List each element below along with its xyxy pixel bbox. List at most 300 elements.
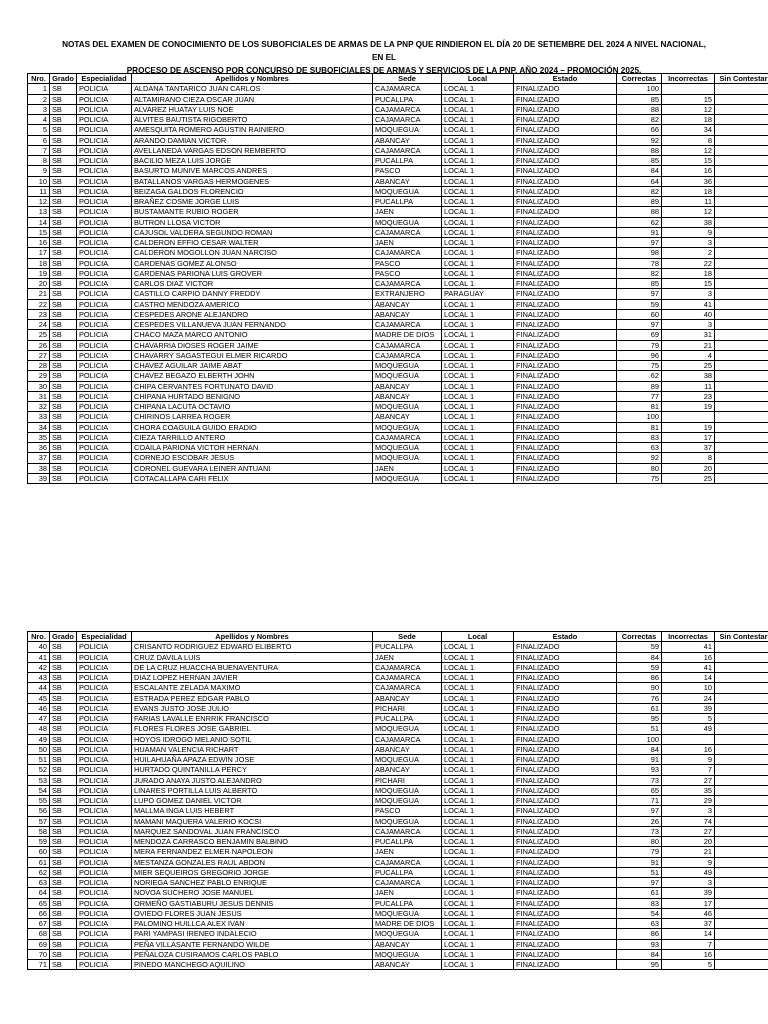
cell-sede: PUCALLPA [373, 867, 442, 877]
cell-estado: FINALIZADO [514, 84, 617, 94]
cell-correctas: 59 [617, 299, 662, 309]
cell-local: LOCAL 1 [442, 227, 514, 237]
cell-incorrectas: 16 [662, 949, 715, 959]
cell-sin-contestar [715, 908, 768, 918]
table-row [28, 703, 768, 713]
cell-correctas: 51 [617, 724, 662, 734]
cell-apellidos-nombres: PEÑA VILLASANTE FERNANDO WILDE [132, 939, 373, 949]
cell-nro: 22 [28, 299, 50, 309]
cell-estado: FINALIZADO [514, 412, 617, 422]
cell-grado: SB [50, 156, 77, 166]
cell-sede: EXTRANJERO [373, 289, 442, 299]
cell-incorrectas: 22 [662, 258, 715, 268]
cell-apellidos-nombres: CHAVEZ BEGAZO ELBERTH JOHN [132, 371, 373, 381]
cell-sin-contestar [715, 878, 768, 888]
cell-especialidad: POLICIA [77, 847, 132, 857]
cell-apellidos-nombres: BRAÑEZ COSME JORGE LUIS [132, 197, 373, 207]
cell-sin-contestar [715, 734, 768, 744]
cell-local: LOCAL 1 [442, 330, 514, 340]
header-correctas: Correctas [617, 632, 662, 642]
cell-estado: FINALIZADO [514, 381, 617, 391]
cell-apellidos-nombres: HUILAHUAÑA APAZA EDWIN JOSE [132, 755, 373, 765]
cell-incorrectas: 9 [662, 857, 715, 867]
cell-sede: PASCO [373, 258, 442, 268]
cell-local: LOCAL 1 [442, 320, 514, 330]
cell-estado: FINALIZADO [514, 785, 617, 795]
cell-local: LOCAL 1 [442, 837, 514, 847]
cell-especialidad: POLICIA [77, 683, 132, 693]
cell-correctas: 86 [617, 673, 662, 683]
cell-sede: CAJAMARCA [373, 432, 442, 442]
cell-sede: MOQUEGUA [373, 785, 442, 795]
cell-local: LOCAL 1 [442, 197, 514, 207]
table-row [28, 299, 768, 309]
cell-local: LOCAL 1 [442, 135, 514, 145]
cell-estado: FINALIZADO [514, 898, 617, 908]
cell-especialidad: POLICIA [77, 642, 132, 652]
cell-grado: SB [50, 929, 77, 939]
cell-estado: FINALIZADO [514, 693, 617, 703]
cell-sin-contestar [715, 350, 768, 360]
cell-correctas: 93 [617, 939, 662, 949]
cell-apellidos-nombres: NORIEGA SANCHEZ PABLO ENRIQUE [132, 878, 373, 888]
cell-correctas: 65 [617, 785, 662, 795]
cell-incorrectas: 9 [662, 755, 715, 765]
header-sin-contestar: Sin Contestar [715, 632, 768, 642]
cell-estado: FINALIZADO [514, 258, 617, 268]
results-table-2 [27, 631, 768, 970]
cell-sin-contestar [715, 960, 768, 970]
table-row [28, 227, 768, 237]
cell-sede: MOQUEGUA [373, 796, 442, 806]
cell-estado: FINALIZADO [514, 350, 617, 360]
cell-nro: 30 [28, 381, 50, 391]
cell-nro: 48 [28, 724, 50, 734]
cell-apellidos-nombres: HUAMAN VALENCIA RICHART [132, 744, 373, 754]
cell-apellidos-nombres: NOVOA SUCHERO JOSE MANUEL [132, 888, 373, 898]
cell-apellidos-nombres: HURTADO QUINTANILLA PERCY [132, 765, 373, 775]
cell-incorrectas [662, 734, 715, 744]
cell-apellidos-nombres: AVELLANEDA VARGAS EDSON REMBERTO [132, 145, 373, 155]
cell-especialidad: POLICIA [77, 391, 132, 401]
table-row [28, 734, 768, 744]
cell-especialidad: POLICIA [77, 279, 132, 289]
cell-apellidos-nombres: LUPO GOMEZ DANIEL VICTOR [132, 796, 373, 806]
cell-estado: FINALIZADO [514, 453, 617, 463]
cell-grado: SB [50, 258, 77, 268]
cell-especialidad: POLICIA [77, 217, 132, 227]
cell-local: LOCAL 1 [442, 775, 514, 785]
cell-local: LOCAL 1 [442, 422, 514, 432]
cell-apellidos-nombres: PEÑALOZA CUSIRAMOS CARLOS PABLO [132, 949, 373, 959]
cell-nro: 26 [28, 340, 50, 350]
cell-especialidad: POLICIA [77, 463, 132, 473]
cell-grado: SB [50, 473, 77, 483]
cell-apellidos-nombres: HOYOS IDROGO MELANIO SOTIL [132, 734, 373, 744]
cell-local: LOCAL 1 [442, 806, 514, 816]
cell-especialidad: POLICIA [77, 94, 132, 104]
cell-especialidad: POLICIA [77, 785, 132, 795]
cell-correctas: 76 [617, 693, 662, 703]
cell-grado: SB [50, 734, 77, 744]
cell-estado: FINALIZADO [514, 755, 617, 765]
cell-grado: SB [50, 371, 77, 381]
cell-grado: SB [50, 939, 77, 949]
cell-especialidad: POLICIA [77, 662, 132, 672]
cell-nro: 60 [28, 847, 50, 857]
cell-local: LOCAL 1 [442, 258, 514, 268]
header-grado: Grado [50, 74, 77, 84]
cell-correctas: 85 [617, 156, 662, 166]
cell-especialidad: POLICIA [77, 734, 132, 744]
cell-apellidos-nombres: OVIEDO FLORES JUAN JESUS [132, 908, 373, 918]
cell-local: LOCAL 1 [442, 217, 514, 227]
cell-especialidad: POLICIA [77, 908, 132, 918]
table-row [28, 125, 768, 135]
cell-sede: ABANCAY [373, 744, 442, 754]
cell-sede: MOQUEGUA [373, 361, 442, 371]
results-table-1 [27, 73, 768, 484]
cell-nro: 25 [28, 330, 50, 340]
header-incorrectas: Incorrectas [662, 632, 715, 642]
cell-nro: 43 [28, 673, 50, 683]
cell-especialidad: POLICIA [77, 453, 132, 463]
table-row [28, 652, 768, 662]
table-row [28, 806, 768, 816]
cell-estado: FINALIZADO [514, 837, 617, 847]
cell-correctas: 85 [617, 94, 662, 104]
cell-sede: PUCALLPA [373, 197, 442, 207]
cell-correctas: 85 [617, 279, 662, 289]
cell-correctas: 63 [617, 443, 662, 453]
cell-incorrectas: 3 [662, 238, 715, 248]
cell-correctas: 62 [617, 217, 662, 227]
cell-sin-contestar [715, 775, 768, 785]
cell-especialidad: POLICIA [77, 432, 132, 442]
cell-estado: FINALIZADO [514, 402, 617, 412]
cell-apellidos-nombres: CASTRO MENDOZA AMERICO [132, 299, 373, 309]
cell-apellidos-nombres: CHAVARRIA DIOSES ROGER JAIME [132, 340, 373, 350]
cell-especialidad: POLICIA [77, 84, 132, 94]
table-row [28, 371, 768, 381]
cell-grado: SB [50, 207, 77, 217]
cell-local: LOCAL 1 [442, 724, 514, 734]
cell-local: LOCAL 1 [442, 662, 514, 672]
cell-especialidad: POLICIA [77, 309, 132, 319]
cell-correctas: 77 [617, 391, 662, 401]
cell-grado: SB [50, 115, 77, 125]
cell-nro: 44 [28, 683, 50, 693]
cell-sin-contestar [715, 94, 768, 104]
cell-nro: 15 [28, 227, 50, 237]
table-row [28, 279, 768, 289]
cell-sin-contestar [715, 299, 768, 309]
cell-correctas: 98 [617, 248, 662, 258]
cell-grado: SB [50, 84, 77, 94]
cell-sede: PUCALLPA [373, 898, 442, 908]
cell-grado: SB [50, 145, 77, 155]
table-row [28, 908, 768, 918]
cell-grado: SB [50, 785, 77, 795]
cell-local: LOCAL 1 [442, 898, 514, 908]
cell-nro: 65 [28, 898, 50, 908]
cell-apellidos-nombres: ALVITES BAUTISTA RIGOBERTO [132, 115, 373, 125]
cell-nro: 21 [28, 289, 50, 299]
cell-sede: PUCALLPA [373, 714, 442, 724]
cell-incorrectas: 17 [662, 898, 715, 908]
cell-grado: SB [50, 796, 77, 806]
cell-especialidad: POLICIA [77, 227, 132, 237]
table-row [28, 919, 768, 929]
cell-apellidos-nombres: ALTAMIRANO CIEZA OSCAR JUAN [132, 94, 373, 104]
cell-grado: SB [50, 857, 77, 867]
cell-estado: FINALIZADO [514, 227, 617, 237]
cell-local: LOCAL 1 [442, 867, 514, 877]
cell-nro: 7 [28, 145, 50, 155]
cell-nro: 16 [28, 238, 50, 248]
cell-correctas: 71 [617, 796, 662, 806]
cell-grado: SB [50, 703, 77, 713]
cell-local: LOCAL 1 [442, 908, 514, 918]
cell-correctas: 80 [617, 463, 662, 473]
cell-sin-contestar [715, 888, 768, 898]
cell-grado: SB [50, 765, 77, 775]
cell-nro: 50 [28, 744, 50, 754]
cell-local: LOCAL 1 [442, 238, 514, 248]
table-row [28, 361, 768, 371]
cell-grado: SB [50, 350, 77, 360]
cell-estado: FINALIZADO [514, 765, 617, 775]
cell-correctas: 100 [617, 84, 662, 94]
cell-local: LOCAL 1 [442, 642, 514, 652]
cell-sede: MOQUEGUA [373, 443, 442, 453]
cell-estado: FINALIZADO [514, 279, 617, 289]
cell-nro: 2 [28, 94, 50, 104]
cell-sin-contestar [715, 662, 768, 672]
cell-nro: 62 [28, 867, 50, 877]
cell-correctas: 84 [617, 166, 662, 176]
cell-incorrectas: 10 [662, 683, 715, 693]
cell-estado: FINALIZADO [514, 330, 617, 340]
cell-grado: SB [50, 724, 77, 734]
cell-grado: SB [50, 268, 77, 278]
cell-apellidos-nombres: BEIZAGA GALDOS FLORENCIO [132, 186, 373, 196]
cell-sede: PASCO [373, 268, 442, 278]
cell-nro: 27 [28, 350, 50, 360]
cell-incorrectas: 40 [662, 309, 715, 319]
cell-nro: 59 [28, 837, 50, 847]
cell-nro: 31 [28, 391, 50, 401]
cell-local: LOCAL 1 [442, 432, 514, 442]
cell-especialidad: POLICIA [77, 330, 132, 340]
cell-nro: 52 [28, 765, 50, 775]
cell-sin-contestar [715, 217, 768, 227]
cell-especialidad: POLICIA [77, 744, 132, 754]
cell-sin-contestar [715, 806, 768, 816]
table-row [28, 765, 768, 775]
cell-estado: FINALIZADO [514, 207, 617, 217]
cell-incorrectas: 16 [662, 744, 715, 754]
cell-correctas: 79 [617, 340, 662, 350]
cell-incorrectas: 31 [662, 330, 715, 340]
cell-apellidos-nombres: CRISANTO RODRIGUEZ EDWARD ELIBERTO [132, 642, 373, 652]
header-local: Local [442, 632, 514, 642]
cell-especialidad: POLICIA [77, 258, 132, 268]
cell-correctas: 91 [617, 857, 662, 867]
cell-nro: 28 [28, 361, 50, 371]
table-row [28, 755, 768, 765]
cell-apellidos-nombres: CHAVARRY SAGASTEGUI ELMER RICARDO [132, 350, 373, 360]
cell-apellidos-nombres: BUTRON LLOSA VICTOR [132, 217, 373, 227]
cell-grado: SB [50, 135, 77, 145]
cell-local: LOCAL 1 [442, 145, 514, 155]
table-row [28, 320, 768, 330]
cell-nro: 70 [28, 949, 50, 959]
cell-incorrectas: 3 [662, 289, 715, 299]
cell-especialidad: POLICIA [77, 135, 132, 145]
cell-nro: 71 [28, 960, 50, 970]
cell-nro: 23 [28, 309, 50, 319]
cell-sin-contestar [715, 176, 768, 186]
cell-apellidos-nombres: CIEZA TARRILLO ANTERO [132, 432, 373, 442]
cell-nro: 35 [28, 432, 50, 442]
cell-local: LOCAL 1 [442, 919, 514, 929]
cell-correctas: 88 [617, 145, 662, 155]
cell-especialidad: POLICIA [77, 724, 132, 734]
cell-apellidos-nombres: DE LA CRUZ HUACCHA BUENAVENTURA [132, 662, 373, 672]
cell-nro: 69 [28, 939, 50, 949]
cell-sede: CAJAMARCA [373, 826, 442, 836]
table-row [28, 867, 768, 877]
cell-sede: ABANCAY [373, 693, 442, 703]
cell-incorrectas: 18 [662, 115, 715, 125]
cell-estado: FINALIZADO [514, 104, 617, 114]
table-row [28, 217, 768, 227]
cell-sede: MOQUEGUA [373, 402, 442, 412]
cell-especialidad: POLICIA [77, 145, 132, 155]
table-row [28, 166, 768, 176]
table-row [28, 381, 768, 391]
cell-nro: 6 [28, 135, 50, 145]
cell-incorrectas: 7 [662, 939, 715, 949]
table-row [28, 473, 768, 483]
cell-local: LOCAL 1 [442, 104, 514, 114]
table-row [28, 949, 768, 959]
table-row [28, 258, 768, 268]
cell-incorrectas: 74 [662, 816, 715, 826]
cell-estado: FINALIZADO [514, 673, 617, 683]
cell-sin-contestar [715, 391, 768, 401]
cell-correctas: 73 [617, 775, 662, 785]
cell-sede: CAJAMARCA [373, 734, 442, 744]
cell-incorrectas: 27 [662, 775, 715, 785]
cell-incorrectas: 25 [662, 473, 715, 483]
cell-apellidos-nombres: CRUZ DAVILA LUIS [132, 652, 373, 662]
cell-apellidos-nombres: CHORA COAGUILA GUIDO ERADIO [132, 422, 373, 432]
cell-local: LOCAL 1 [442, 878, 514, 888]
cell-especialidad: POLICIA [77, 238, 132, 248]
cell-grado: SB [50, 806, 77, 816]
cell-local: PARAGUAY [442, 289, 514, 299]
cell-estado: FINALIZADO [514, 186, 617, 196]
cell-apellidos-nombres: PINEDO MANCHEGO AQUILINO [132, 960, 373, 970]
cell-especialidad: POLICIA [77, 268, 132, 278]
cell-incorrectas [662, 84, 715, 94]
cell-sin-contestar [715, 361, 768, 371]
cell-incorrectas: 8 [662, 135, 715, 145]
cell-especialidad: POLICIA [77, 156, 132, 166]
cell-sede: PASCO [373, 806, 442, 816]
table-row [28, 309, 768, 319]
cell-nro: 4 [28, 115, 50, 125]
cell-local: LOCAL 1 [442, 949, 514, 959]
cell-nro: 46 [28, 703, 50, 713]
cell-grado: SB [50, 309, 77, 319]
cell-nro: 12 [28, 197, 50, 207]
cell-sin-contestar [715, 816, 768, 826]
cell-nro: 55 [28, 796, 50, 806]
cell-incorrectas: 18 [662, 186, 715, 196]
cell-correctas: 97 [617, 238, 662, 248]
table-row [28, 463, 768, 473]
cell-local: LOCAL 1 [442, 673, 514, 683]
cell-sin-contestar [715, 104, 768, 114]
cell-apellidos-nombres: CHACO MAZA MARCO ANTONIO [132, 330, 373, 340]
cell-local: LOCAL 1 [442, 340, 514, 350]
cell-apellidos-nombres: MESTANZA GONZALES RAUL ABDON [132, 857, 373, 867]
cell-estado: FINALIZADO [514, 744, 617, 754]
cell-sede: JAEN [373, 888, 442, 898]
cell-incorrectas: 29 [662, 796, 715, 806]
cell-sede: PUCALLPA [373, 837, 442, 847]
cell-local: LOCAL 1 [442, 929, 514, 939]
cell-sin-contestar [715, 145, 768, 155]
cell-grado: SB [50, 693, 77, 703]
cell-sede: CAJAMARCA [373, 279, 442, 289]
cell-apellidos-nombres: BATALLANOS VARGAS HERMOGENES [132, 176, 373, 186]
cell-incorrectas: 12 [662, 104, 715, 114]
table-row [28, 238, 768, 248]
cell-sede: CAJAMARCA [373, 340, 442, 350]
cell-incorrectas: 24 [662, 693, 715, 703]
table-row [28, 929, 768, 939]
cell-incorrectas: 15 [662, 156, 715, 166]
cell-estado: FINALIZADO [514, 960, 617, 970]
cell-grado: SB [50, 412, 77, 422]
header-estado: Estado [514, 632, 617, 642]
cell-local: LOCAL 1 [442, 463, 514, 473]
cell-sede: ABANCAY [373, 960, 442, 970]
cell-sin-contestar [715, 289, 768, 299]
cell-sin-contestar [715, 156, 768, 166]
cell-correctas: 75 [617, 473, 662, 483]
cell-sin-contestar [715, 673, 768, 683]
cell-grado: SB [50, 197, 77, 207]
cell-nro: 5 [28, 125, 50, 135]
cell-especialidad: POLICIA [77, 104, 132, 114]
cell-sin-contestar [715, 683, 768, 693]
cell-grado: SB [50, 186, 77, 196]
cell-local: LOCAL 1 [442, 816, 514, 826]
cell-correctas: 97 [617, 878, 662, 888]
cell-especialidad: POLICIA [77, 878, 132, 888]
cell-sin-contestar [715, 929, 768, 939]
header-nro: Nro. [28, 632, 50, 642]
cell-grado: SB [50, 908, 77, 918]
cell-grado: SB [50, 878, 77, 888]
cell-grado: SB [50, 238, 77, 248]
cell-correctas: 81 [617, 422, 662, 432]
